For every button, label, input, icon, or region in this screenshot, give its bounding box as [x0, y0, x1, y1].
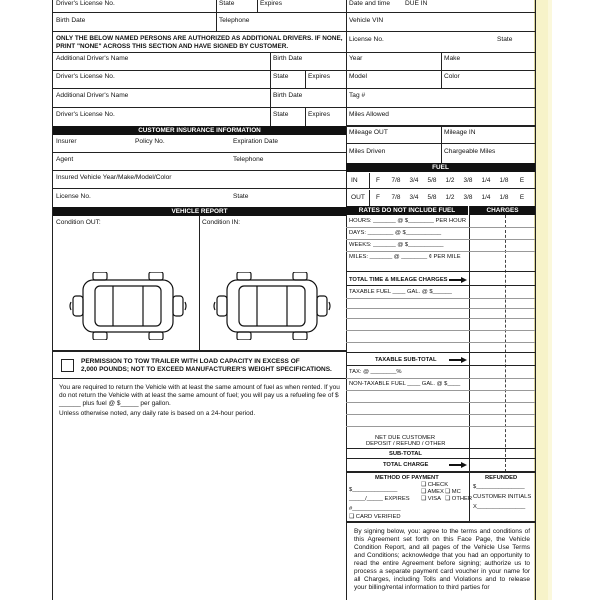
expiration-date-label: Expiration Date: [233, 138, 279, 145]
insured-vehicle-label: Insured Vehicle Year/Make/Model/Color: [56, 174, 172, 181]
days-rate: DAYS: ________ @ $___________: [349, 230, 442, 236]
customer-initials-label: CUSTOMER INITIALS: [473, 494, 532, 500]
fuel-in-level-6[interactable]: 3/8: [463, 177, 473, 184]
expires-label: Expires: [260, 0, 282, 7]
fuel-in-level-1[interactable]: F: [376, 177, 380, 184]
drivers-license-label-2: Driver's License No.: [56, 73, 115, 80]
insurance-license-label: License No.: [56, 193, 91, 200]
fuel-in-level-9[interactable]: E: [519, 177, 525, 184]
fuel-in-level-4[interactable]: 5/8: [427, 177, 437, 184]
additional-drivers-notice: ONLY THE BELOW NAMED PERSONS ARE AUTHORIZED AS ADDITIONAL DRIVERS. IF NONE, PRINT "NONE" ACROSS THIS SECTION AND HAVE SIGNED BY CUSTOMER.: [56, 35, 343, 50]
arrow-right-icon-3: [449, 462, 467, 468]
visa-option[interactable]: ❑ VISA: [421, 496, 442, 502]
fuel-return-terms: You are required to return the Vehicle with at least the same amount of fuel as when rented. If you do not return the Vehicle with at least the same amount of fuel; you will pay us a refueling fee of $ ______ plus fuel @ $_____ per gallon.: [59, 384, 340, 407]
fuel-out-level-1[interactable]: F: [376, 194, 380, 201]
make-label: Make: [444, 55, 461, 62]
tow-permission-line-2: 2,000 POUNDS; NOT TO EXCEED MANUFACTURER'S WEIGHT SPECIFICATIONS.: [81, 366, 332, 373]
charges-header: CHARGES: [470, 206, 535, 215]
mc-option[interactable]: ❑ MC: [445, 489, 461, 495]
deposit-refund-label: DEPOSIT / REFUND / OTHER: [366, 441, 446, 447]
method-of-payment-header: METHOD OF PAYMENT: [375, 475, 439, 481]
taxable-subtotal-label: TAXABLE SUB-TOTAL: [375, 357, 437, 363]
condition-in-label: Condition IN:: [202, 219, 241, 226]
additional-driver-name-label: Additional Driver's Name: [56, 55, 129, 62]
fuel-in-level-8[interactable]: 1/8: [499, 177, 509, 184]
fuel-out-level-9[interactable]: E: [519, 194, 525, 201]
tow-permission-checkbox[interactable]: [61, 359, 74, 372]
fuel-out-level-8[interactable]: 1/8: [499, 194, 509, 201]
fuel-header: FUEL: [346, 163, 535, 172]
chargeable-miles-label: Chargeable Miles: [444, 148, 496, 155]
vehicle-vin-label: Vehicle VIN: [349, 17, 384, 24]
tax-label: TAX: @ ________%: [349, 369, 402, 375]
customer-initials-line[interactable]: X_______________: [473, 504, 526, 510]
carbon-copy-edge-2: [548, 0, 552, 600]
mileage-out-label: Mileage OUT: [349, 129, 388, 136]
vehicle-report-header: VEHICLE REPORT: [53, 207, 346, 216]
state-label-3: State: [273, 111, 289, 118]
rates-header: RATES DO NOT INCLUDE FUEL: [346, 206, 468, 215]
drivers-license-label-3: Driver's License No.: [56, 111, 115, 118]
total-charge-label: TOTAL CHARGE: [383, 462, 429, 468]
fuel-in-level-5[interactable]: 1/2: [445, 177, 455, 184]
weeks-rate: WEEKS: _______ @ $___________: [349, 242, 444, 248]
vehicle-diagram-in-icon: [213, 272, 331, 340]
sub-total-label: SUB-TOTAL: [389, 451, 422, 457]
fuel-out-label: OUT: [351, 194, 365, 201]
fuel-out-level-5[interactable]: 1/2: [445, 194, 455, 201]
mileage-in-label: Mileage IN: [444, 129, 476, 136]
insurance-state-label: State: [233, 193, 249, 200]
date-time-label: Date and time: [349, 0, 391, 7]
rental-agreement-form: [52, 0, 536, 600]
other-option[interactable]: ❑ OTHER: [445, 496, 473, 502]
card-expires[interactable]: _____/_____ EXPIRES: [349, 496, 410, 502]
net-due-customer-label: NET DUE CUSTOMER: [375, 435, 436, 441]
model-label: Model: [349, 73, 367, 80]
insurer-label: Insurer: [56, 138, 77, 145]
additional-driver-name-label-2: Additional Driver's Name: [56, 92, 129, 99]
fuel-in-label: IN: [351, 177, 358, 184]
due-in-label: DUE IN: [405, 0, 428, 7]
fuel-out-level-2[interactable]: 7/8: [391, 194, 401, 201]
tow-permission-line-1: PERMISSION TO TOW TRAILER WITH LOAD CAPACITY IN EXCESS OF: [81, 358, 300, 365]
daily-rate-terms: Unless otherwise noted, any daily rate is based on a 24-hour period.: [59, 410, 256, 417]
insurance-header: CUSTOMER INSURANCE INFORMATION: [53, 126, 346, 135]
check-option[interactable]: ❑ CHECK: [421, 482, 449, 488]
drivers-license-label: Driver's License No.: [56, 0, 115, 7]
fuel-in-level-3[interactable]: 3/4: [409, 177, 419, 184]
taxable-fuel-label: TAXABLE FUEL ____ GAL. @ $______: [349, 289, 452, 295]
fuel-out-level-7[interactable]: 1/4: [481, 194, 491, 201]
insurance-telephone-label: Telephone: [233, 156, 264, 163]
miles-rate: MILES: _______ @ ________ ¢ PER MILE: [349, 254, 461, 260]
fuel-out-level-4[interactable]: 5/8: [427, 194, 437, 201]
signing-terms: By signing below, you: agree to the terms and conditions of this Agreement set forth on this Face Page, the Vehicle Condition Report, and all pages of the Vehicle Use Terms and Conditions; acknowledge that you had an opportunity to read the entire Agreement before signing; authorize us to process a separate payment card voucher in your name for all Charges, including Tolls and Violations and to release your billing/rental information to third parties for: [354, 528, 530, 591]
miles-driven-label: Miles Driven: [349, 148, 386, 155]
fuel-out-level-3[interactable]: 3/4: [409, 194, 419, 201]
birth-date-label-2: Birth Date: [273, 55, 303, 62]
hours-rate: HOURS: _______ @ $________ PER HOUR: [349, 218, 467, 224]
refunded-header: REFUNDED: [485, 475, 518, 481]
fuel-in-level-2[interactable]: 7/8: [391, 177, 401, 184]
tag-label: Tag #: [349, 92, 366, 99]
card-number[interactable]: #_______________: [349, 506, 401, 512]
expires-label-2: Expires: [308, 73, 330, 80]
miles-allowed-label: Miles Allowed: [349, 111, 389, 118]
arrow-right-icon: [449, 277, 467, 283]
card-verified-option[interactable]: ❑ CARD VERIFIED: [349, 514, 401, 520]
birth-date-label: Birth Date: [56, 17, 86, 24]
year-label: Year: [349, 55, 363, 62]
state-label: State: [219, 0, 235, 7]
arrow-right-icon-2: [449, 357, 467, 363]
color-label: Color: [444, 73, 460, 80]
vehicle-state-label: State: [497, 36, 513, 43]
total-time-mileage-label: TOTAL TIME & MILEAGE CHARGES: [349, 277, 448, 283]
vehicle-diagram-out-icon: [69, 272, 187, 340]
birth-date-label-3: Birth Date: [273, 92, 303, 99]
carbon-copy-edge: [534, 0, 549, 600]
state-label-2: State: [273, 73, 289, 80]
expires-label-3: Expires: [308, 111, 330, 118]
agent-label: Agent: [56, 156, 74, 163]
fuel-out-level-6[interactable]: 3/8: [463, 194, 473, 201]
payment-amount[interactable]: $______________: [349, 487, 398, 493]
amex-option[interactable]: ❑ AMEX: [421, 489, 444, 495]
vehicle-license-label: License No.: [349, 36, 384, 43]
refund-amount[interactable]: $_______________: [473, 484, 525, 490]
non-taxable-fuel-label: NON-TAXABLE FUEL ____ GAL. @ $____: [349, 381, 461, 387]
condition-out-label: Condition OUT:: [56, 219, 101, 226]
fuel-in-level-7[interactable]: 1/4: [481, 177, 491, 184]
telephone-label: Telephone: [219, 17, 250, 24]
policy-no-label: Policy No.: [135, 138, 165, 145]
